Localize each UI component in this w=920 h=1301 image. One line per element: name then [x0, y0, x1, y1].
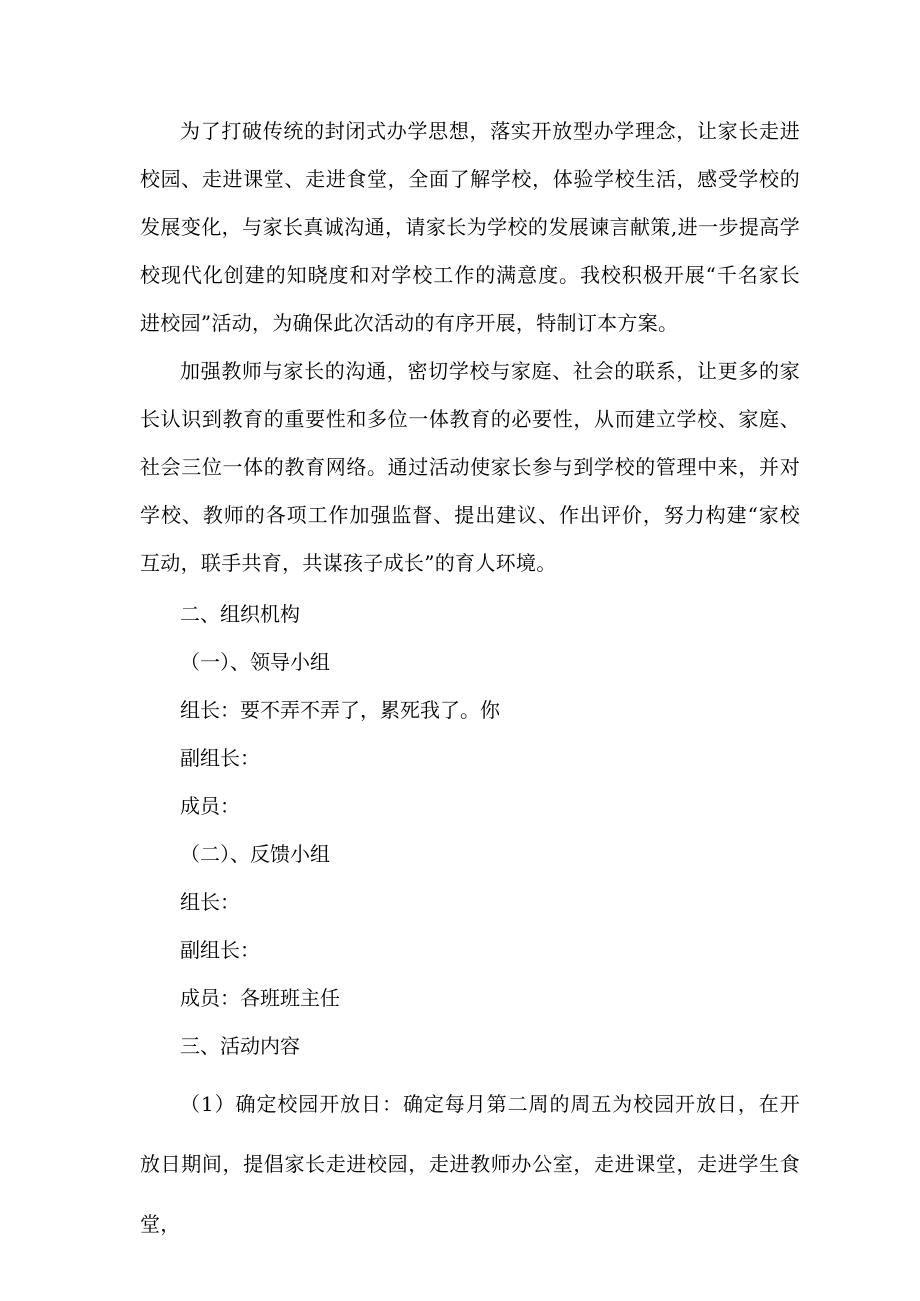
- section-heading-activity: 三、活动内容: [180, 1034, 300, 1058]
- activity-item-1: （1）确定校园开放日：确定每月第二周的周五为校园开放日，在开放日期间，提倡家长走进校园，走进教师办公室，走进课堂，走进学生食堂，: [140, 1092, 800, 1236]
- section-heading-organization: 二、组织机构: [180, 602, 300, 626]
- leadership-members-line: 成员：: [180, 794, 240, 818]
- leadership-leader-line: 组长：要不弄不弄了，累死我了。你: [180, 698, 500, 722]
- purpose-paragraph: 加强教师与家长的沟通，密切学校与家庭、社会的联系，让更多的家长认识到教育的重要性和多位一体教育的必要性，从而建立学校、家庭、社会三位一体的教育网络。通过活动使家长参与到学校的管理中来，并对学校、教师的各项工作加强监督、提出建议、作出评价，努力构建“家校互动，联手共育，共谋孩子成长”的育人环境。: [140, 359, 800, 575]
- feedback-leader-line: 组长：: [180, 890, 240, 914]
- feedback-deputy-line: 副组长：: [180, 938, 260, 962]
- feedback-members-line: 成员：各班班主任: [180, 986, 340, 1010]
- subheading-leadership-group: （一）、领导小组: [180, 650, 330, 674]
- subheading-feedback-group: （二）、反馈小组: [180, 842, 330, 866]
- leadership-deputy-line: 副组长：: [180, 746, 260, 770]
- intro-paragraph: 为了打破传统的封闭式办学思想，落实开放型办学理念，让家长走进校园、走进课堂、走进食堂，全面了解学校，体验学校生活，感受学校的发展变化，与家长真诚沟通，请家长为学校的发展谏言献策,进一步提高学校现代化创建的知晓度和对学校工作的满意度。我校积极开展“千名家长进校园”活动，为确保此次活动的有序开展，特制订本方案。: [140, 119, 800, 335]
